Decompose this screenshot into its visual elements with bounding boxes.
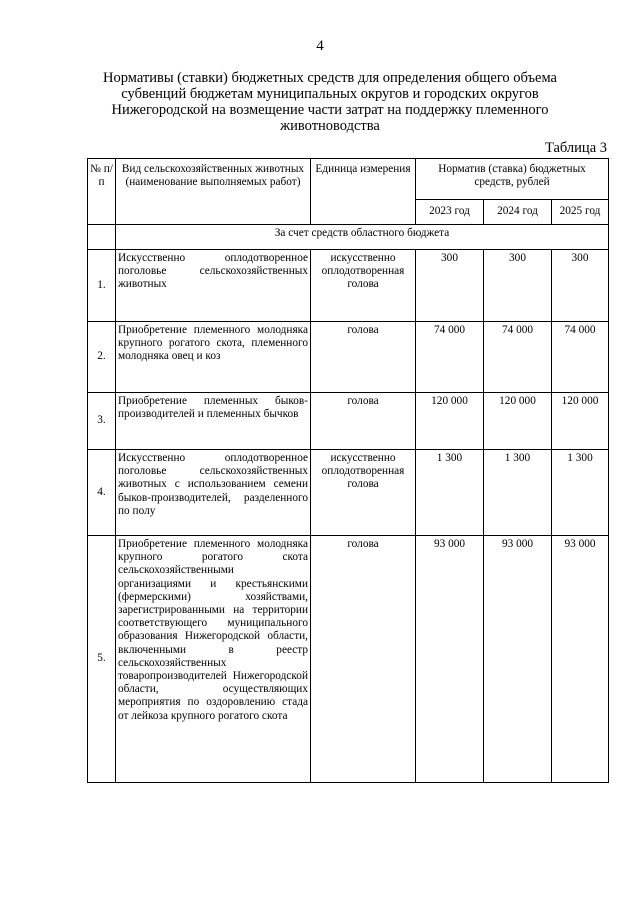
row-value-2024: 1 300 (484, 450, 552, 536)
row-unit: искусственно оплодотворенная голова (311, 450, 416, 536)
table-caption: Таблица 3 (544, 140, 607, 156)
table-row (88, 450, 609, 536)
page-number: 4 (316, 38, 324, 54)
row-num: 5. (88, 536, 116, 783)
row-value-2025: 300 (552, 250, 609, 322)
row-value-2024: 93 000 (484, 536, 552, 783)
norms-table (87, 158, 609, 783)
row-num: 2. (88, 322, 116, 393)
row-unit: голова (311, 322, 416, 393)
row-kind: Приобретение племенного молодняка крупного рогатого скота сельскохозяйственными организациями и крестьянскими (фермерскими) хозяйствами, зарегистрированными на территории соответствующего муниципального образования Нижегородской области, включенными в реестр сельскохозяйственных товаропроизводителей Нижегородской области, осуществляющих мероприятия по оздоровлению стада от лейкоза крупного рогатого скота (116, 536, 311, 783)
header-norm: Норматив (ставка) бюджетных средств, рублей (416, 159, 609, 200)
header-kind: Вид сельскохозяйственных животных (наименование выполняемых работ) (116, 159, 311, 225)
row-value-2023: 300 (416, 250, 484, 322)
row-value-2023: 93 000 (416, 536, 484, 783)
row-value-2023: 120 000 (416, 393, 484, 450)
document-title: Нормативы (ставки) бюджетных средств для определения общего объема субвенций бюджетам муниципальных округов и городских округов Нижегородской на возмещение части затрат на поддержку племенного животноводства (102, 70, 557, 134)
row-value-2025: 120 000 (552, 393, 609, 450)
row-kind: Приобретение племенных быков-производителей и племенных бычков (116, 393, 311, 450)
table-header-row (88, 159, 609, 200)
row-kind: Приобретение племенного молодняка крупного рогатого скота, племенного молодняка овец и коз (116, 322, 311, 393)
header-num: № п/п (88, 159, 116, 225)
header-unit: Единица измерения (311, 159, 416, 225)
row-num: 1. (88, 250, 116, 322)
row-value-2025: 1 300 (552, 450, 609, 536)
header-year-2024: 2024 год (484, 200, 552, 225)
row-value-2023: 1 300 (416, 450, 484, 536)
row-unit: искусственно оплодотворенная голова (311, 250, 416, 322)
row-unit: голова (311, 536, 416, 783)
table-row (88, 322, 609, 393)
row-num: 4. (88, 450, 116, 536)
row-value-2024: 74 000 (484, 322, 552, 393)
row-kind: Искусственно оплодотворенное поголовье сельскохозяйственных животных с использованием семени быков-производителей, разделенного по полу (116, 450, 311, 536)
row-value-2025: 93 000 (552, 536, 609, 783)
header-year-2023: 2023 год (416, 200, 484, 225)
row-num: 3. (88, 393, 116, 450)
row-value-2023: 74 000 (416, 322, 484, 393)
row-value-2025: 74 000 (552, 322, 609, 393)
section-row (88, 225, 609, 250)
row-value-2024: 300 (484, 250, 552, 322)
section-num-empty (88, 225, 116, 250)
table-row (88, 393, 609, 450)
table-row (88, 536, 609, 783)
row-unit: голова (311, 393, 416, 450)
row-value-2024: 120 000 (484, 393, 552, 450)
table-row (88, 250, 609, 322)
row-kind: Искусственно оплодотворенное поголовье сельскохозяйственных животных (116, 250, 311, 322)
header-year-2025: 2025 год (552, 200, 609, 225)
section-label: За счет средств областного бюджета (116, 225, 609, 250)
